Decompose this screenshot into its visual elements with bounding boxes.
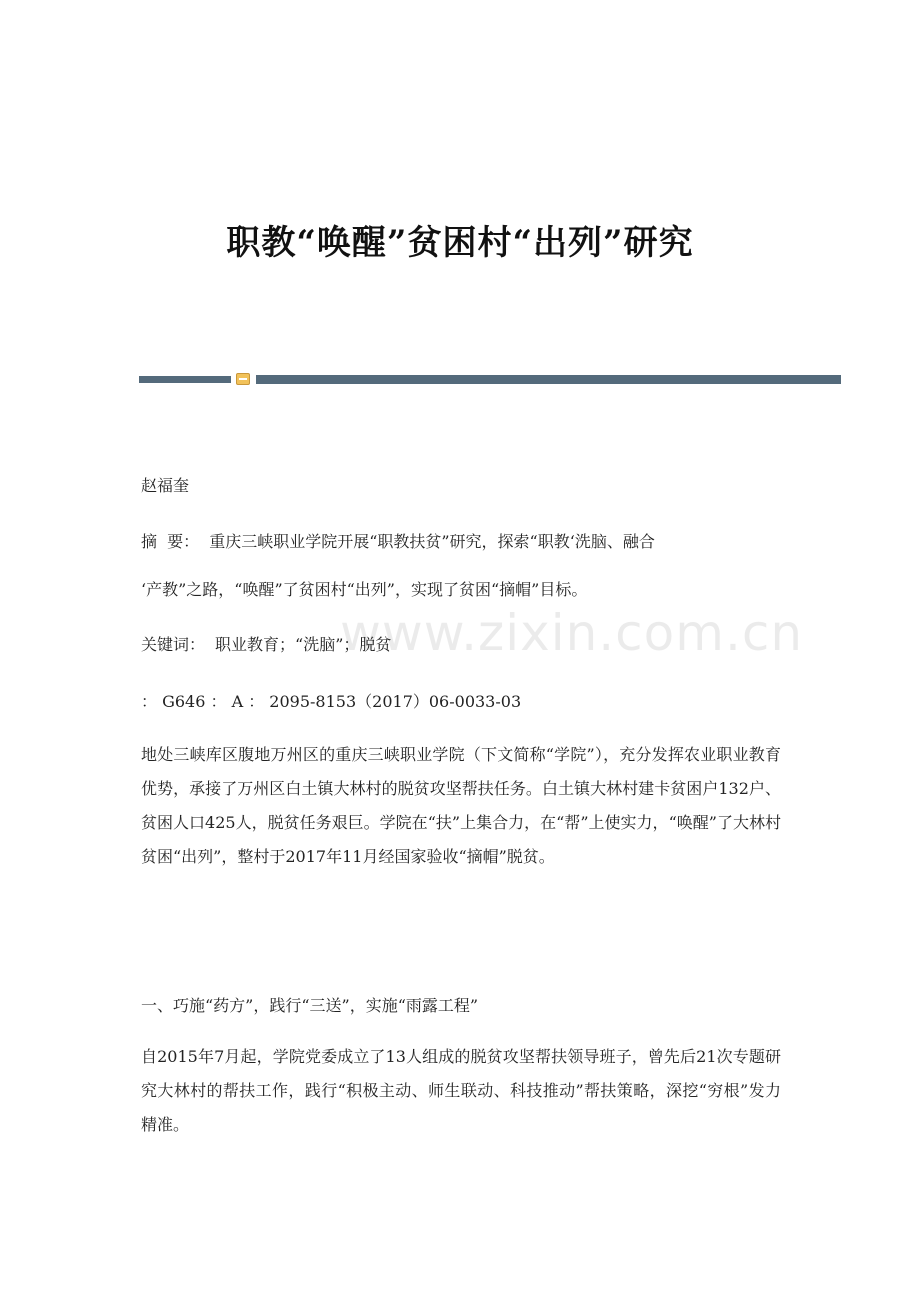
divider-right-bar: [256, 375, 841, 384]
paragraph-2: 自2015年7月起，学院党委成立了13人组成的脱贫攻坚帮扶领导班子，曾先后21次专题研究大林村的帮扶工作，践行“积极主动、师生联动、科技推动”帮扶策略，深挖“穷根”发力精准。: [141, 1047, 781, 1134]
divider-left-bar: [139, 376, 231, 383]
watermark: www.zixin.com.cn: [340, 604, 804, 662]
abstract-text-1: 重庆三峡职业学院开展“职教扶贫”研究，探索“职教‘洗脑、融合: [209, 532, 655, 551]
classification-line: ： G646 ： A ： 2095-8153（2017）06-0033-03: [141, 692, 522, 711]
section-heading-1: 一、巧施“药方”，践行“三送”，实施“雨露工程”: [141, 996, 479, 1015]
abstract-line-1: [141, 529, 655, 552]
abstract-label: 摘 要：: [141, 532, 200, 551]
author: 赵福奎: [141, 476, 190, 495]
keywords-text: 职业教育；“洗脑”；脱贫: [215, 635, 392, 654]
divider-emblem-icon: [236, 373, 250, 385]
title-divider: [139, 375, 841, 384]
abstract-line-2: ‘产教”之路，“唤醒”了贫困村“出列”，实现了贫困“摘帽”目标。: [141, 580, 588, 599]
keywords-label: 关键词：: [141, 635, 206, 654]
document-title: 职教“唤醒”贫困村“出列”研究: [226, 223, 694, 263]
paragraph-1: 地处三峡库区腹地万州区的重庆三峡职业学院（下文简称“学院”），充分发挥农业职业教育优势，承接了万州区白土镇大林村的脱贫攻坚帮扶任务。白土镇大林村建卡贫困户132户、贫困人口425人，脱贫任务艰巨。学院在“扶”上集合力，在“帮”上使实力，“唤醒”了大林村贫困“出列”，整村于2017年11月经国家验收“摘帽”脱贫。: [141, 745, 781, 866]
